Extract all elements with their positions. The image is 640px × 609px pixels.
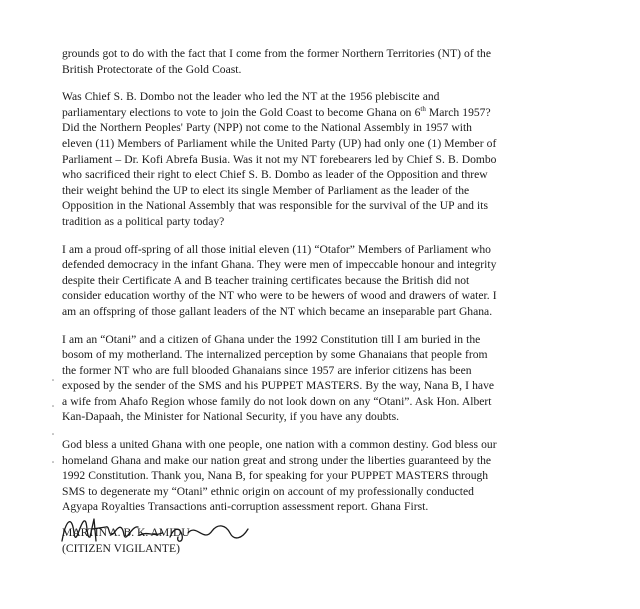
- text-line: Parliament – Dr. Kofi Abrefa Busia. Was it not my NT forebearers led by Chief S. B. Dombo: [62, 152, 497, 166]
- text-line: Opposition in the National Assembly that was responsible for the survival of the UP and its: [62, 199, 489, 213]
- text-line: defended democracy in the infant Ghana. They were men of impeccable honour and integrity: [62, 258, 497, 272]
- paragraph-1: [62, 46, 614, 77]
- text-line: homeland Ghana and make our nation great and strong under the liberties guaranteed by the: [62, 453, 492, 467]
- ordinal-superscript: th: [420, 104, 426, 113]
- text-segment: March 1957?: [425, 105, 491, 119]
- scan-edge-marks: [50, 376, 58, 466]
- signature-block: [62, 525, 614, 556]
- text-line: British Protectorate of the Gold Coast.: [62, 62, 242, 76]
- text-line: Did the Northern Peoples' Party (NPP) not come to the National Assembly in 1957 with: [62, 121, 472, 135]
- text-line: bosom of my motherland. The internalized perception by some Ghanaians that people from: [62, 348, 488, 362]
- text-line: Agyapa Royalties Transactions anti-corruption assessment report. Ghana First.: [62, 500, 429, 514]
- paragraph-2: [62, 89, 614, 229]
- text-line: their weight behind the UP to elect its single Member of Parliament as the leader of the: [62, 183, 470, 197]
- text-line: exposed by the sender of the SMS and his PUPPET MASTERS. By the way, Nana B, I have: [62, 379, 495, 393]
- text-line: consider education worthy of the NT who were to be hewers of wood and drawers of water. I: [62, 289, 497, 303]
- signatory-name: MARTIN A. B. K. AMIDU: [62, 526, 190, 540]
- text-line: SMS to degenerate my “Otani” ethnic origin on account of my professionally conducted: [62, 484, 474, 498]
- text-line: tradition as a political party today?: [62, 214, 225, 228]
- text-line-with-superscript: [62, 105, 614, 121]
- text-line: the former NT who are full blooded Ghanaians since 1957 are inferior citizens has been: [62, 363, 472, 377]
- text-line: am an offspring of those gallant leaders of the NT which became an inseparable part Ghana.: [62, 304, 493, 318]
- paragraph-4: [62, 332, 614, 426]
- text-line: I am an “Otani” and a citizen of Ghana under the 1992 Constitution till I am buried in the: [62, 332, 481, 346]
- text-line: God bless a united Ghana with one people, one nation with a common destiny. God bless our: [62, 438, 497, 452]
- text-line: I am a proud off-spring of all those initial eleven (11) “Otafor” Members of Parliament who: [62, 242, 491, 256]
- text-line: who sacrificed their right to elect Chief S. B. Dombo as leader of the Opposition and threw: [62, 168, 488, 182]
- text-line: 1992 Constitution. Thank you, Nana B, for speaking for your PUPPET MASTERS through: [62, 469, 489, 483]
- text-line: Kan-Dapaah, the Minister for National Security, if you have any doubts.: [62, 410, 400, 424]
- text-segment: parliamentary elections to vote to join the Gold Coast to become Ghana on 6: [62, 105, 421, 119]
- text-line: despite their Certificate A and B teacher training certificates because the British did not: [62, 273, 470, 287]
- paragraph-3: [62, 242, 614, 320]
- paragraph-5: [62, 437, 614, 515]
- text-line: Was Chief S. B. Dombo not the leader who led the NT at the 1956 plebiscite and: [62, 90, 440, 104]
- text-line: eleven (11) Members of Parliament while the United Party (UP) had only one (1) Member of: [62, 136, 497, 150]
- text-line: a wife from Ahafo Region whose family do not look down on any “Otani”. Ask Hon. Albert: [62, 394, 492, 408]
- text-line: grounds got to do with the fact that I come from the former Northern Territories (NT) of the: [62, 47, 491, 60]
- signatory-title: (CITIZEN VIGILANTE): [62, 541, 180, 555]
